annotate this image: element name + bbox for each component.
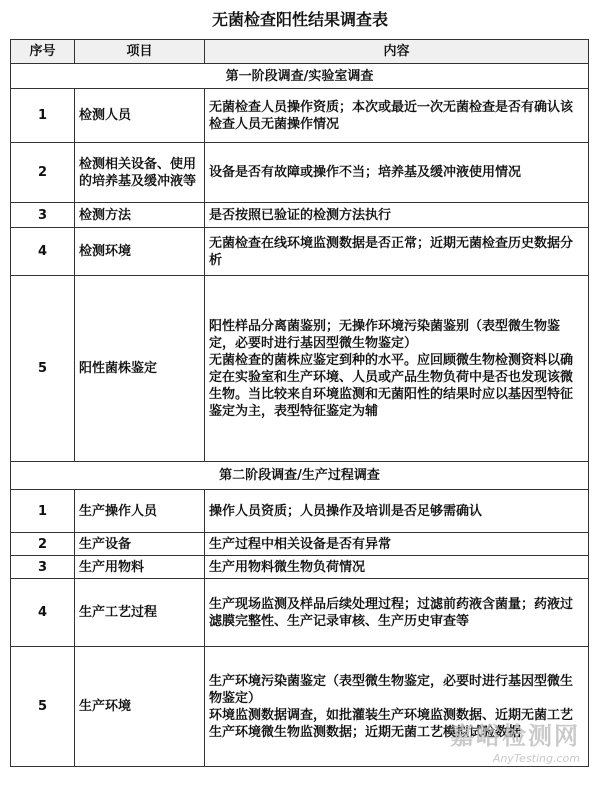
- row-number: 4: [11, 579, 75, 647]
- row-number: 2: [11, 533, 75, 556]
- row-item: 检测人员: [75, 89, 205, 143]
- header-content: 内容: [205, 40, 589, 64]
- row-item: 生产设备: [75, 533, 205, 556]
- row-number: 2: [11, 143, 75, 203]
- row-item: 检测环境: [75, 228, 205, 276]
- content-para: 阳性样品分离菌鉴别；无操作环境污染菌鉴别（表型微生物鉴定，必要时进行基因型微生物鉴定）: [209, 318, 561, 351]
- row-content: [205, 228, 589, 276]
- header-row: [11, 40, 589, 64]
- content-para: 生产现场监测及样品后续处理过程；过滤前药液含菌量；药液过滤膜完整性、生产记录审核、生产历史审查等: [209, 596, 574, 629]
- table-row: [11, 143, 589, 203]
- content-para: 生产过程中相关设备是否有异常: [209, 536, 392, 552]
- content-para: 设备是否有故障或操作不当；培养基及缓冲液使用情况: [209, 165, 522, 180]
- row-content: [205, 143, 589, 203]
- row-item: 生产环境: [75, 647, 205, 767]
- row-content: [205, 490, 589, 533]
- table-row: [11, 556, 589, 579]
- table-row: [11, 579, 589, 647]
- row-item: 生产工艺过程: [75, 579, 205, 647]
- row-content: [205, 533, 589, 556]
- investigation-table: [10, 39, 589, 767]
- row-number: 1: [11, 89, 75, 143]
- row-content: [205, 276, 589, 462]
- row-number: 3: [11, 556, 75, 579]
- content-para: 是否按照已验证的检测方法执行: [209, 207, 392, 223]
- stage1-label: 第一阶段调查/实验室调查: [11, 64, 589, 89]
- row-content: [205, 556, 589, 579]
- table-row: [11, 89, 589, 143]
- header-item: 项目: [75, 40, 205, 64]
- page-title: 无菌检查阳性结果调查表: [211, 10, 388, 29]
- stage2-label: 第二阶段调查/生产过程调查: [11, 462, 589, 490]
- table-row: [11, 203, 589, 228]
- row-content: [205, 579, 589, 647]
- content-para: 环境监测数据调查，如批灌装生产环境监测数据、近期无菌工艺生产环境微生物监测数据；近期无菌工艺模拟试验数据: [209, 707, 574, 740]
- content-para: 生产用物料微生物负荷情况: [209, 559, 366, 575]
- table-row: [11, 228, 589, 276]
- row-item: 生产操作人员: [75, 490, 205, 533]
- content-para: 生产环境污染菌鉴定（表型微生物鉴定，必要时进行基因型微生物鉴定）: [209, 673, 574, 706]
- row-content: [205, 89, 589, 143]
- table-row: [11, 490, 589, 533]
- stage2-row: [11, 462, 589, 490]
- content-para: 无菌检查人员操作资质；本次或最近一次无菌检查是否有确认该检查人员无菌操作情况: [209, 99, 574, 132]
- row-number: 1: [11, 490, 75, 533]
- stage1-row: [11, 64, 589, 89]
- watermark-cn: 嘉峪检测网: [450, 722, 580, 750]
- row-number: 4: [11, 228, 75, 276]
- row-number: 5: [11, 276, 75, 462]
- row-content: [205, 203, 589, 228]
- row-number: 5: [11, 647, 75, 767]
- content-para: 无菌检查在线环境监测数据是否正常；近期无菌检查历史数据分析: [209, 235, 574, 268]
- row-item: 检测相关设备、使用的培养基及缓冲液等: [75, 143, 205, 203]
- table-row: [11, 533, 589, 556]
- content-para: 无菌检查的菌株应鉴定到种的水平。应回顾微生物检测资料以确定在实验室和生产环境、人员或产品生物负荷中是否也发现该微生物。当比较来自环境监测和无菌阳性的结果时应以基因型特征鉴定为主，表型特征鉴定为辅: [209, 352, 574, 419]
- table-row: [11, 647, 589, 767]
- row-item: 检测方法: [75, 203, 205, 228]
- header-seq: 序号: [11, 40, 75, 64]
- watermark-en: AnyTesting.com: [492, 752, 580, 765]
- row-item: 生产用物料: [75, 556, 205, 579]
- row-item: 阳性菌株鉴定: [75, 276, 205, 462]
- content-para: 操作人员资质；人员操作及培训是否足够需确认: [209, 503, 483, 519]
- row-number: 3: [11, 203, 75, 228]
- table-row: [11, 276, 589, 462]
- row-content: [205, 647, 589, 767]
